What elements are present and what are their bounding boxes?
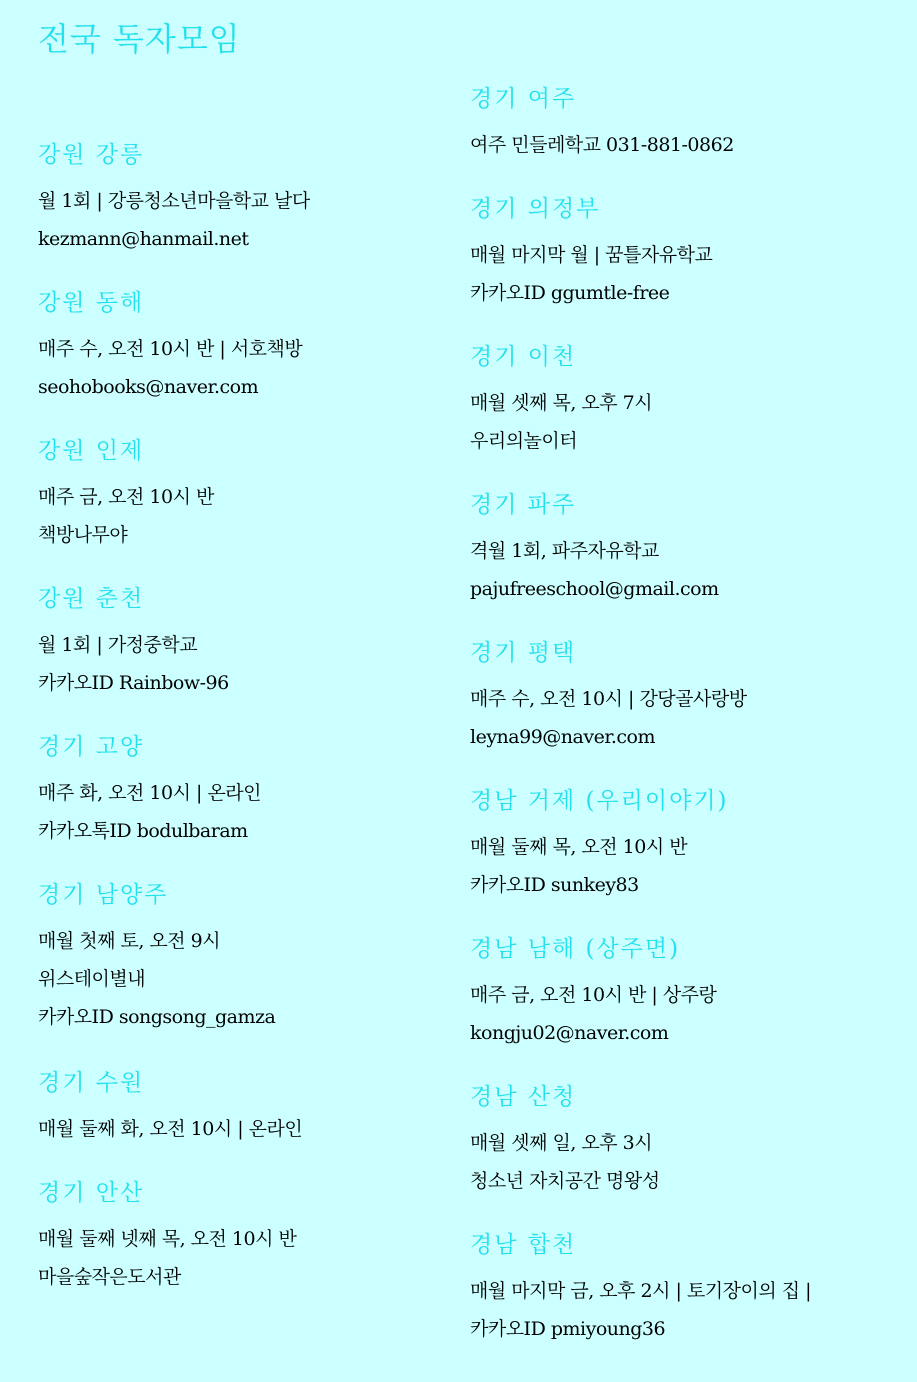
- region-heading: 경기 의정부: [470, 196, 601, 222]
- region-heading: 강원 인제: [38, 438, 145, 464]
- listing-line: 월 1회 | 가정중학교: [38, 634, 198, 656]
- region-heading: 경기 이천: [470, 344, 577, 370]
- listing-entry: [38, 732, 468, 880]
- region-heading: 경기 고양: [38, 734, 145, 760]
- right-column: [470, 84, 900, 1378]
- region-heading: 경기 남양주: [38, 882, 169, 908]
- listing-line: 매월 둘째 목, 오전 10시 반: [470, 836, 688, 858]
- listing-line: 여주 민들레학교 031-881-0862: [470, 134, 734, 156]
- listing-line: 매월 셋째 목, 오후 7시: [470, 392, 653, 414]
- listing-line: 카카오ID Rainbow-96: [38, 672, 229, 694]
- region-heading: 경남 거제 (우리이야기): [470, 788, 729, 814]
- page-title: 전국 독자모임: [38, 20, 241, 58]
- listing-line: 카카오ID songsong_gamza: [38, 1006, 276, 1028]
- listing-line: 카카오ID ggumtle-free: [470, 282, 670, 304]
- region-heading: 경남 합천: [470, 1232, 577, 1258]
- listing-line: 매월 둘째 넷째 목, 오전 10시 반: [38, 1228, 297, 1250]
- listing-entry: [38, 584, 468, 732]
- listing-line: 카카오ID sunkey83: [470, 874, 639, 896]
- listing-entry: [470, 342, 900, 490]
- listing-line: 매주 화, 오전 10시 | 온라인: [38, 782, 262, 804]
- listing-line: seohobooks@naver.com: [38, 376, 259, 398]
- region-heading: 강원 동해: [38, 290, 145, 316]
- listing-entry: [38, 288, 468, 436]
- region-heading: 경기 수원: [38, 1070, 145, 1096]
- listing-line: 매주 금, 오전 10시 반 | 상주랑: [470, 984, 717, 1006]
- listing-entry: [38, 1178, 468, 1326]
- region-heading: 경남 남해 (상주면): [470, 936, 681, 962]
- listing-line: 매주 금, 오전 10시 반: [38, 486, 214, 508]
- left-column: [38, 140, 468, 1326]
- listing-line: 매월 마지막 금, 오후 2시 | 토기장이의 집 |: [470, 1280, 812, 1302]
- listing-entry: [470, 934, 900, 1082]
- listing-line: 매주 수, 오전 10시 반 | 서호책방: [38, 338, 303, 360]
- listing-line: 카카오톡ID bodulbaram: [38, 820, 248, 842]
- listing-entry: [38, 140, 468, 288]
- listing-entry: [470, 194, 900, 342]
- listing-entry: [470, 638, 900, 786]
- listing-entry: [470, 490, 900, 638]
- region-heading: 경기 파주: [470, 492, 577, 518]
- listing-line: 매월 셋째 일, 오후 3시: [470, 1132, 653, 1154]
- listing-line: 카카오ID pmiyoung36: [470, 1318, 666, 1340]
- listing-line: 책방나무야: [38, 524, 128, 546]
- listing-line: 마을숲작은도서관: [38, 1266, 181, 1288]
- region-heading: 강원 춘천: [38, 586, 145, 612]
- listing-line: kezmann@hanmail.net: [38, 228, 249, 250]
- listing-entry: [470, 786, 900, 934]
- region-heading: 강원 강릉: [38, 142, 145, 168]
- listing-line: 위스테이별내: [38, 968, 146, 990]
- listing-line: 매월 첫째 토, 오전 9시: [38, 930, 221, 952]
- region-heading: 경기 여주: [470, 86, 577, 112]
- listing-line: 격월 1회, 파주자유학교: [470, 540, 659, 562]
- listing-line: kongju02@naver.com: [470, 1022, 669, 1044]
- listing-line: pajufreeschool@gmail.com: [470, 578, 719, 600]
- listing-line: 매월 마지막 월 | 꿈틀자유학교: [470, 244, 713, 266]
- listing-line: 청소년 자치공간 명왕성: [470, 1170, 660, 1192]
- listing-entry: [38, 1068, 468, 1178]
- region-heading: 경남 산청: [470, 1084, 577, 1110]
- region-heading: 경기 안산: [38, 1180, 145, 1206]
- listing-line: 우리의놀이터: [470, 430, 578, 452]
- listing-entry: [470, 1230, 900, 1378]
- listing-line: 월 1회 | 강릉청소년마을학교 날다: [38, 190, 310, 212]
- listing-entry: [38, 436, 468, 584]
- listing-entry: [38, 880, 468, 1068]
- listing-line: 매주 수, 오전 10시 | 강당골사랑방: [470, 688, 747, 710]
- listing-line: leyna99@naver.com: [470, 726, 655, 748]
- listing-line: 매월 둘째 화, 오전 10시 | 온라인: [38, 1118, 303, 1140]
- listing-entry: [470, 1082, 900, 1230]
- region-heading: 경기 평택: [470, 640, 577, 666]
- listing-entry: [470, 84, 900, 194]
